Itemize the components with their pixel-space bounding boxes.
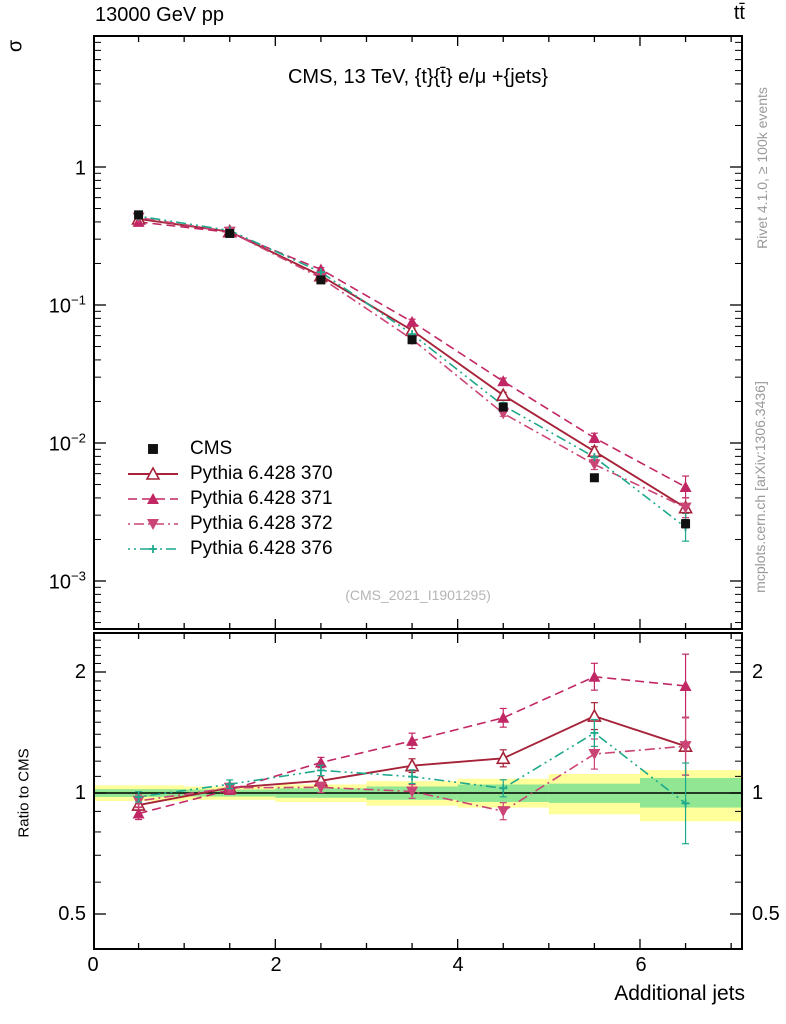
ratio-y-tick-label: 1	[74, 782, 86, 804]
ratio-y-tick-label-right: 0.5	[752, 903, 780, 925]
legend-label: Pythia 6.428 372	[190, 512, 333, 534]
ratio-y-tick-label: 0.5	[58, 903, 86, 925]
ratio-y-tick-label-right: 1	[752, 782, 764, 804]
legend-marker-pythia-372	[127, 513, 179, 535]
legend-label: Pythia 6.428 371	[190, 487, 333, 509]
plot-title: CMS, 13 TeV, {t}{t̄} e/μ +{jets}	[287, 66, 549, 88]
legend-marker-pythia-376	[127, 538, 179, 560]
main-y-tick-label: $10^{-1}$	[48, 292, 86, 318]
legend-item-pythia-371	[127, 486, 333, 511]
main-y-tick-label: $10^{-3}$	[48, 568, 86, 594]
legend-label: CMS	[190, 437, 233, 459]
x-tick-label: 0	[87, 954, 99, 976]
legend-item-pythia-370	[127, 461, 333, 486]
x-tick-label: 2	[270, 954, 282, 976]
ratio-y-tick-label-right: 2	[752, 661, 764, 683]
legend-item-cms	[127, 436, 333, 461]
ratio-plot	[93, 632, 743, 950]
analysis-id-watermark: (CMS_2021_I1901295)	[345, 587, 491, 603]
x-tick-label: 6	[635, 954, 647, 976]
legend-marker-pythia-370	[127, 463, 179, 485]
main-y-tick-label: 1	[74, 157, 86, 180]
main-y-tick-label: $10^{-2}$	[48, 430, 86, 456]
process-label: tt̄	[733, 2, 745, 24]
mcplots-reference-note: mcplots.cern.ch [arXiv:1306.3436]	[752, 381, 768, 593]
legend-item-pythia-376	[127, 536, 333, 561]
ratio-y-axis-title: Ratio to CMS	[15, 748, 33, 838]
x-axis-title: Additional jets	[614, 982, 745, 1005]
beam-energy-label: 13000 GeV pp	[95, 4, 224, 26]
legend-marker-pythia-371	[127, 488, 179, 510]
x-tick-label: 4	[452, 954, 464, 976]
rivet-version-note: Rivet 4.1.0, ≥ 100k events	[754, 87, 770, 249]
legend	[127, 436, 333, 561]
legend-marker-cms	[127, 438, 179, 460]
legend-label: Pythia 6.428 370	[190, 462, 333, 484]
main-y-axis-title: σ	[4, 39, 27, 53]
legend-item-pythia-372	[127, 511, 333, 536]
legend-label: Pythia 6.428 376	[190, 537, 333, 559]
ratio-y-tick-label: 2	[74, 661, 86, 683]
